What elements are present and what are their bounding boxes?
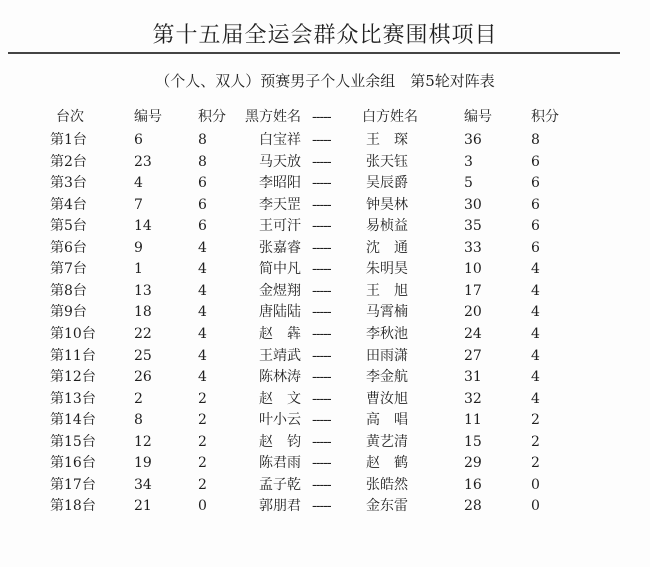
row-black-name: 简中凡 — [259, 261, 301, 277]
row-white-score: 2 — [531, 434, 540, 450]
row-white-id: 5 — [464, 175, 473, 191]
row-white-name: 沈 通 — [366, 240, 408, 256]
row-white-name: 易桢益 — [366, 218, 408, 234]
row-white-id: 29 — [464, 455, 482, 471]
row-white-score: 4 — [531, 304, 540, 320]
row-white-score: 0 — [531, 477, 540, 493]
row-separator: ----- — [312, 326, 331, 342]
row-black-id: 34 — [134, 477, 152, 493]
row-white-name: 王 琛 — [366, 132, 408, 148]
row-black-name: 叶小云 — [259, 412, 301, 428]
row-separator: ----- — [312, 154, 331, 170]
title-underline — [8, 52, 620, 54]
row-white-id: 28 — [464, 498, 482, 514]
row-white-name: 朱明昊 — [366, 261, 408, 277]
row-black-score: 6 — [198, 197, 207, 213]
row-black-score: 2 — [198, 455, 207, 471]
header-black-name: 黑方姓名 — [245, 109, 301, 125]
row-black-name: 赵 钧 — [259, 434, 301, 450]
header-separator: ----- — [312, 109, 331, 125]
row-white-score: 4 — [531, 283, 540, 299]
row-white-score: 6 — [531, 240, 540, 256]
row-black-name: 赵 文 — [259, 391, 301, 407]
row-white-name: 张皓然 — [366, 477, 408, 493]
row-white-id: 3 — [464, 154, 473, 170]
row-black-id: 26 — [134, 369, 152, 385]
row-black-score: 2 — [198, 391, 207, 407]
row-white-name: 马霄楠 — [366, 304, 408, 320]
row-white-score: 4 — [531, 261, 540, 277]
row-white-score: 0 — [531, 498, 540, 514]
row-white-id: 27 — [464, 348, 482, 364]
row-black-score: 6 — [198, 175, 207, 191]
row-white-id: 33 — [464, 240, 482, 256]
row-black-score: 4 — [198, 261, 207, 277]
row-separator: ----- — [312, 218, 331, 234]
row-black-name: 李昭阳 — [259, 175, 301, 191]
row-black-id: 21 — [134, 498, 152, 514]
row-table-number: 第18台 — [50, 498, 96, 514]
row-white-id: 11 — [464, 412, 482, 428]
row-black-id: 14 — [134, 218, 152, 234]
row-black-score: 4 — [198, 304, 207, 320]
row-white-name: 吴辰爵 — [366, 175, 408, 191]
header-black-id: 编号 — [134, 109, 162, 125]
row-separator: ----- — [312, 261, 331, 277]
row-separator: ----- — [312, 348, 331, 364]
subtitle: （个人、双人）预赛男子个人业余组 第5轮对阵表 — [155, 72, 495, 90]
row-black-name: 金煜翔 — [259, 283, 301, 299]
row-separator: ----- — [312, 455, 331, 471]
row-black-score: 8 — [198, 132, 207, 148]
row-table-number: 第3台 — [50, 175, 87, 191]
row-white-score: 2 — [531, 412, 540, 428]
row-separator: ----- — [312, 304, 331, 320]
row-separator: ----- — [312, 240, 331, 256]
row-white-id: 31 — [464, 369, 482, 385]
row-black-id: 22 — [134, 326, 152, 342]
row-black-score: 4 — [198, 369, 207, 385]
row-black-id: 23 — [134, 154, 152, 170]
row-black-id: 12 — [134, 434, 152, 450]
row-table-number: 第6台 — [50, 240, 87, 256]
row-black-name: 李天罡 — [259, 197, 301, 213]
header-table-number: 台次 — [56, 109, 84, 125]
row-table-number: 第9台 — [50, 304, 87, 320]
row-white-id: 24 — [464, 326, 482, 342]
row-black-score: 2 — [198, 434, 207, 450]
row-table-number: 第16台 — [50, 455, 96, 471]
row-white-score: 8 — [531, 132, 540, 148]
row-black-score: 0 — [198, 498, 207, 514]
row-black-id: 4 — [134, 175, 143, 191]
row-black-id: 13 — [134, 283, 152, 299]
row-separator: ----- — [312, 477, 331, 493]
row-white-id: 10 — [464, 261, 482, 277]
row-white-name: 黄艺清 — [366, 434, 408, 450]
row-black-name: 张嘉睿 — [259, 240, 301, 256]
row-table-number: 第2台 — [50, 154, 87, 170]
row-white-score: 4 — [531, 391, 540, 407]
row-table-number: 第12台 — [50, 369, 96, 385]
row-white-name: 田雨潇 — [366, 348, 408, 364]
row-table-number: 第8台 — [50, 283, 87, 299]
row-white-score: 4 — [531, 348, 540, 364]
row-black-id: 18 — [134, 304, 152, 320]
row-table-number: 第4台 — [50, 197, 87, 213]
row-black-id: 9 — [134, 240, 143, 256]
row-black-name: 陈君雨 — [259, 455, 301, 471]
row-white-name: 赵 鹤 — [366, 455, 408, 471]
row-black-score: 4 — [198, 283, 207, 299]
row-white-score: 4 — [531, 369, 540, 385]
row-separator: ----- — [312, 434, 331, 450]
row-separator: ----- — [312, 412, 331, 428]
row-white-name: 李金航 — [366, 369, 408, 385]
row-table-number: 第11台 — [50, 348, 96, 364]
row-black-name: 马天放 — [259, 154, 301, 170]
row-separator: ----- — [312, 391, 331, 407]
row-separator: ----- — [312, 132, 331, 148]
row-white-score: 6 — [531, 218, 540, 234]
row-black-score: 8 — [198, 154, 207, 170]
row-black-id: 6 — [134, 132, 143, 148]
row-separator: ----- — [312, 197, 331, 213]
row-white-id: 20 — [464, 304, 482, 320]
header-black-score: 积分 — [198, 109, 226, 125]
row-white-name: 王 旭 — [366, 283, 408, 299]
row-white-score: 6 — [531, 197, 540, 213]
row-table-number: 第1台 — [50, 132, 87, 148]
row-table-number: 第13台 — [50, 391, 96, 407]
row-black-id: 8 — [134, 412, 143, 428]
row-black-score: 4 — [198, 240, 207, 256]
header-white-score: 积分 — [531, 109, 559, 125]
row-white-name: 曹汝旭 — [366, 391, 408, 407]
row-black-id: 7 — [134, 197, 143, 213]
row-table-number: 第10台 — [50, 326, 96, 342]
row-black-name: 白宝祥 — [259, 132, 301, 148]
row-white-score: 6 — [531, 154, 540, 170]
row-black-name: 唐陆陆 — [259, 304, 301, 320]
row-separator: ----- — [312, 498, 331, 514]
row-white-name: 张天钰 — [366, 154, 408, 170]
row-black-score: 6 — [198, 218, 207, 234]
row-black-id: 2 — [134, 391, 143, 407]
row-table-number: 第17台 — [50, 477, 96, 493]
row-white-score: 4 — [531, 326, 540, 342]
row-black-score: 4 — [198, 348, 207, 364]
row-black-name: 赵 犇 — [259, 326, 301, 342]
header-white-name: 白方姓名 — [362, 109, 418, 125]
row-separator: ----- — [312, 175, 331, 191]
row-white-id: 16 — [464, 477, 482, 493]
row-black-score: 2 — [198, 477, 207, 493]
row-white-id: 35 — [464, 218, 482, 234]
row-white-id: 36 — [464, 132, 482, 148]
row-separator: ----- — [312, 283, 331, 299]
row-black-name: 郭朋君 — [259, 498, 301, 514]
row-table-number: 第15台 — [50, 434, 96, 450]
row-black-name: 王可汗 — [259, 218, 301, 234]
row-separator: ----- — [312, 369, 331, 385]
row-table-number: 第14台 — [50, 412, 96, 428]
row-white-name: 钟昊林 — [366, 197, 408, 213]
row-white-id: 32 — [464, 391, 482, 407]
row-table-number: 第5台 — [50, 218, 87, 234]
row-white-score: 6 — [531, 175, 540, 191]
row-black-id: 1 — [134, 261, 143, 277]
row-white-score: 2 — [531, 455, 540, 471]
header-white-id: 编号 — [464, 109, 492, 125]
row-white-id: 17 — [464, 283, 482, 299]
row-black-score: 4 — [198, 326, 207, 342]
row-black-name: 孟子乾 — [259, 477, 301, 493]
row-table-number: 第7台 — [50, 261, 87, 277]
row-white-name: 李秋池 — [366, 326, 408, 342]
row-white-name: 金东雷 — [366, 498, 408, 514]
row-black-score: 2 — [198, 412, 207, 428]
row-black-name: 陈林涛 — [259, 369, 301, 385]
row-black-id: 25 — [134, 348, 152, 364]
row-black-name: 王靖武 — [259, 348, 301, 364]
page-title: 第十五届全运会群众比赛围棋项目 — [152, 23, 498, 48]
row-black-id: 19 — [134, 455, 152, 471]
row-white-name: 高 唱 — [366, 412, 408, 428]
row-white-id: 15 — [464, 434, 482, 450]
row-white-id: 30 — [464, 197, 482, 213]
